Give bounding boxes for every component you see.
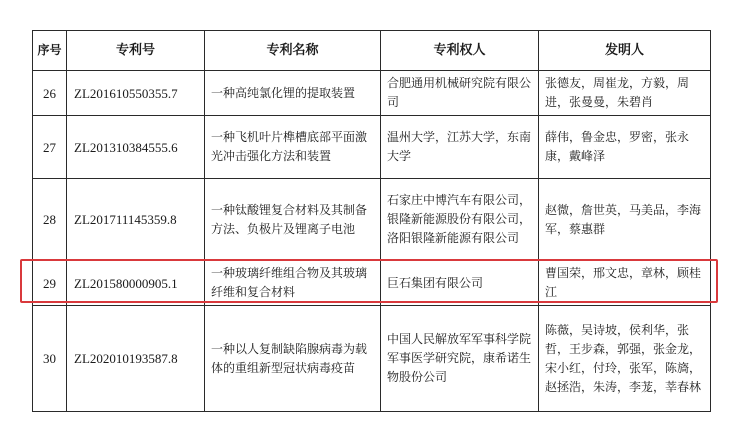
cell-patent-no: ZL201711145359.8 (67, 179, 205, 261)
cell-seq: 26 (33, 71, 67, 116)
cell-patent-name: 一种玻璃纤维组合物及其玻璃纤维和复合材料 (205, 261, 381, 306)
cell-patentee: 巨石集团有限公司 (381, 261, 539, 306)
header-seq: 序号 (33, 31, 67, 71)
table-row (33, 179, 711, 261)
header-patent-name: 专利名称 (205, 31, 381, 71)
cell-inventors: 张德友，周崔龙，方毅，周进，张曼曼，朱碧肖 (539, 71, 711, 116)
table-row-highlighted (33, 261, 711, 306)
table-header-row (33, 31, 711, 71)
cell-seq: 28 (33, 179, 67, 261)
cell-patent-name: 一种飞机叶片榫槽底部平面激光冲击强化方法和装置 (205, 116, 381, 179)
cell-seq: 30 (33, 306, 67, 412)
cell-patent-no: ZL201580000905.1 (67, 261, 205, 306)
cell-patent-no: ZL201310384555.6 (67, 116, 205, 179)
cell-patentee: 合肥通用机械研究院有限公司 (381, 71, 539, 116)
cell-inventors: 曹国荣，邢文忠，章林，顾桂江 (539, 261, 711, 306)
cell-patent-name: 一种以人复制缺陷腺病毒为载体的重组新型冠状病毒疫苗 (205, 306, 381, 412)
cell-patentee: 温州大学，江苏大学，东南大学 (381, 116, 539, 179)
cell-patent-no: ZL201610550355.7 (67, 71, 205, 116)
cell-patentee: 石家庄中博汽车有限公司，银隆新能源股份有限公司，洛阳银隆新能源有限公司 (381, 179, 539, 261)
table-row (33, 71, 711, 116)
header-inventors: 发明人 (539, 31, 711, 71)
table-row (33, 116, 711, 179)
cell-inventors: 赵微，詹世英，马美品，李海军，蔡惠群 (539, 179, 711, 261)
cell-patent-name: 一种钛酸锂复合材料及其制备方法、负极片及锂离子电池 (205, 179, 381, 261)
header-patent-no: 专利号 (67, 31, 205, 71)
cell-seq: 27 (33, 116, 67, 179)
cell-inventors: 陈薇，吴诗坡，侯利华，张哲，王步森，郭强，张金龙，宋小红，付玲，张军，陈旖，赵拯浩，朱涛，李茏，莘春林 (539, 306, 711, 412)
header-patentee: 专利权人 (381, 31, 539, 71)
cell-patent-name: 一种高纯氯化锂的提取装置 (205, 71, 381, 116)
patent-table (32, 30, 711, 412)
cell-inventors: 薛伟，鲁金忠，罗密，张永康，戴峰泽 (539, 116, 711, 179)
table-row (33, 306, 711, 412)
cell-patent-no: ZL202010193587.8 (67, 306, 205, 412)
cell-seq: 29 (33, 261, 67, 306)
cell-patentee: 中国人民解放军军事科学院军事医学研究院，康希诺生物股份公司 (381, 306, 539, 412)
